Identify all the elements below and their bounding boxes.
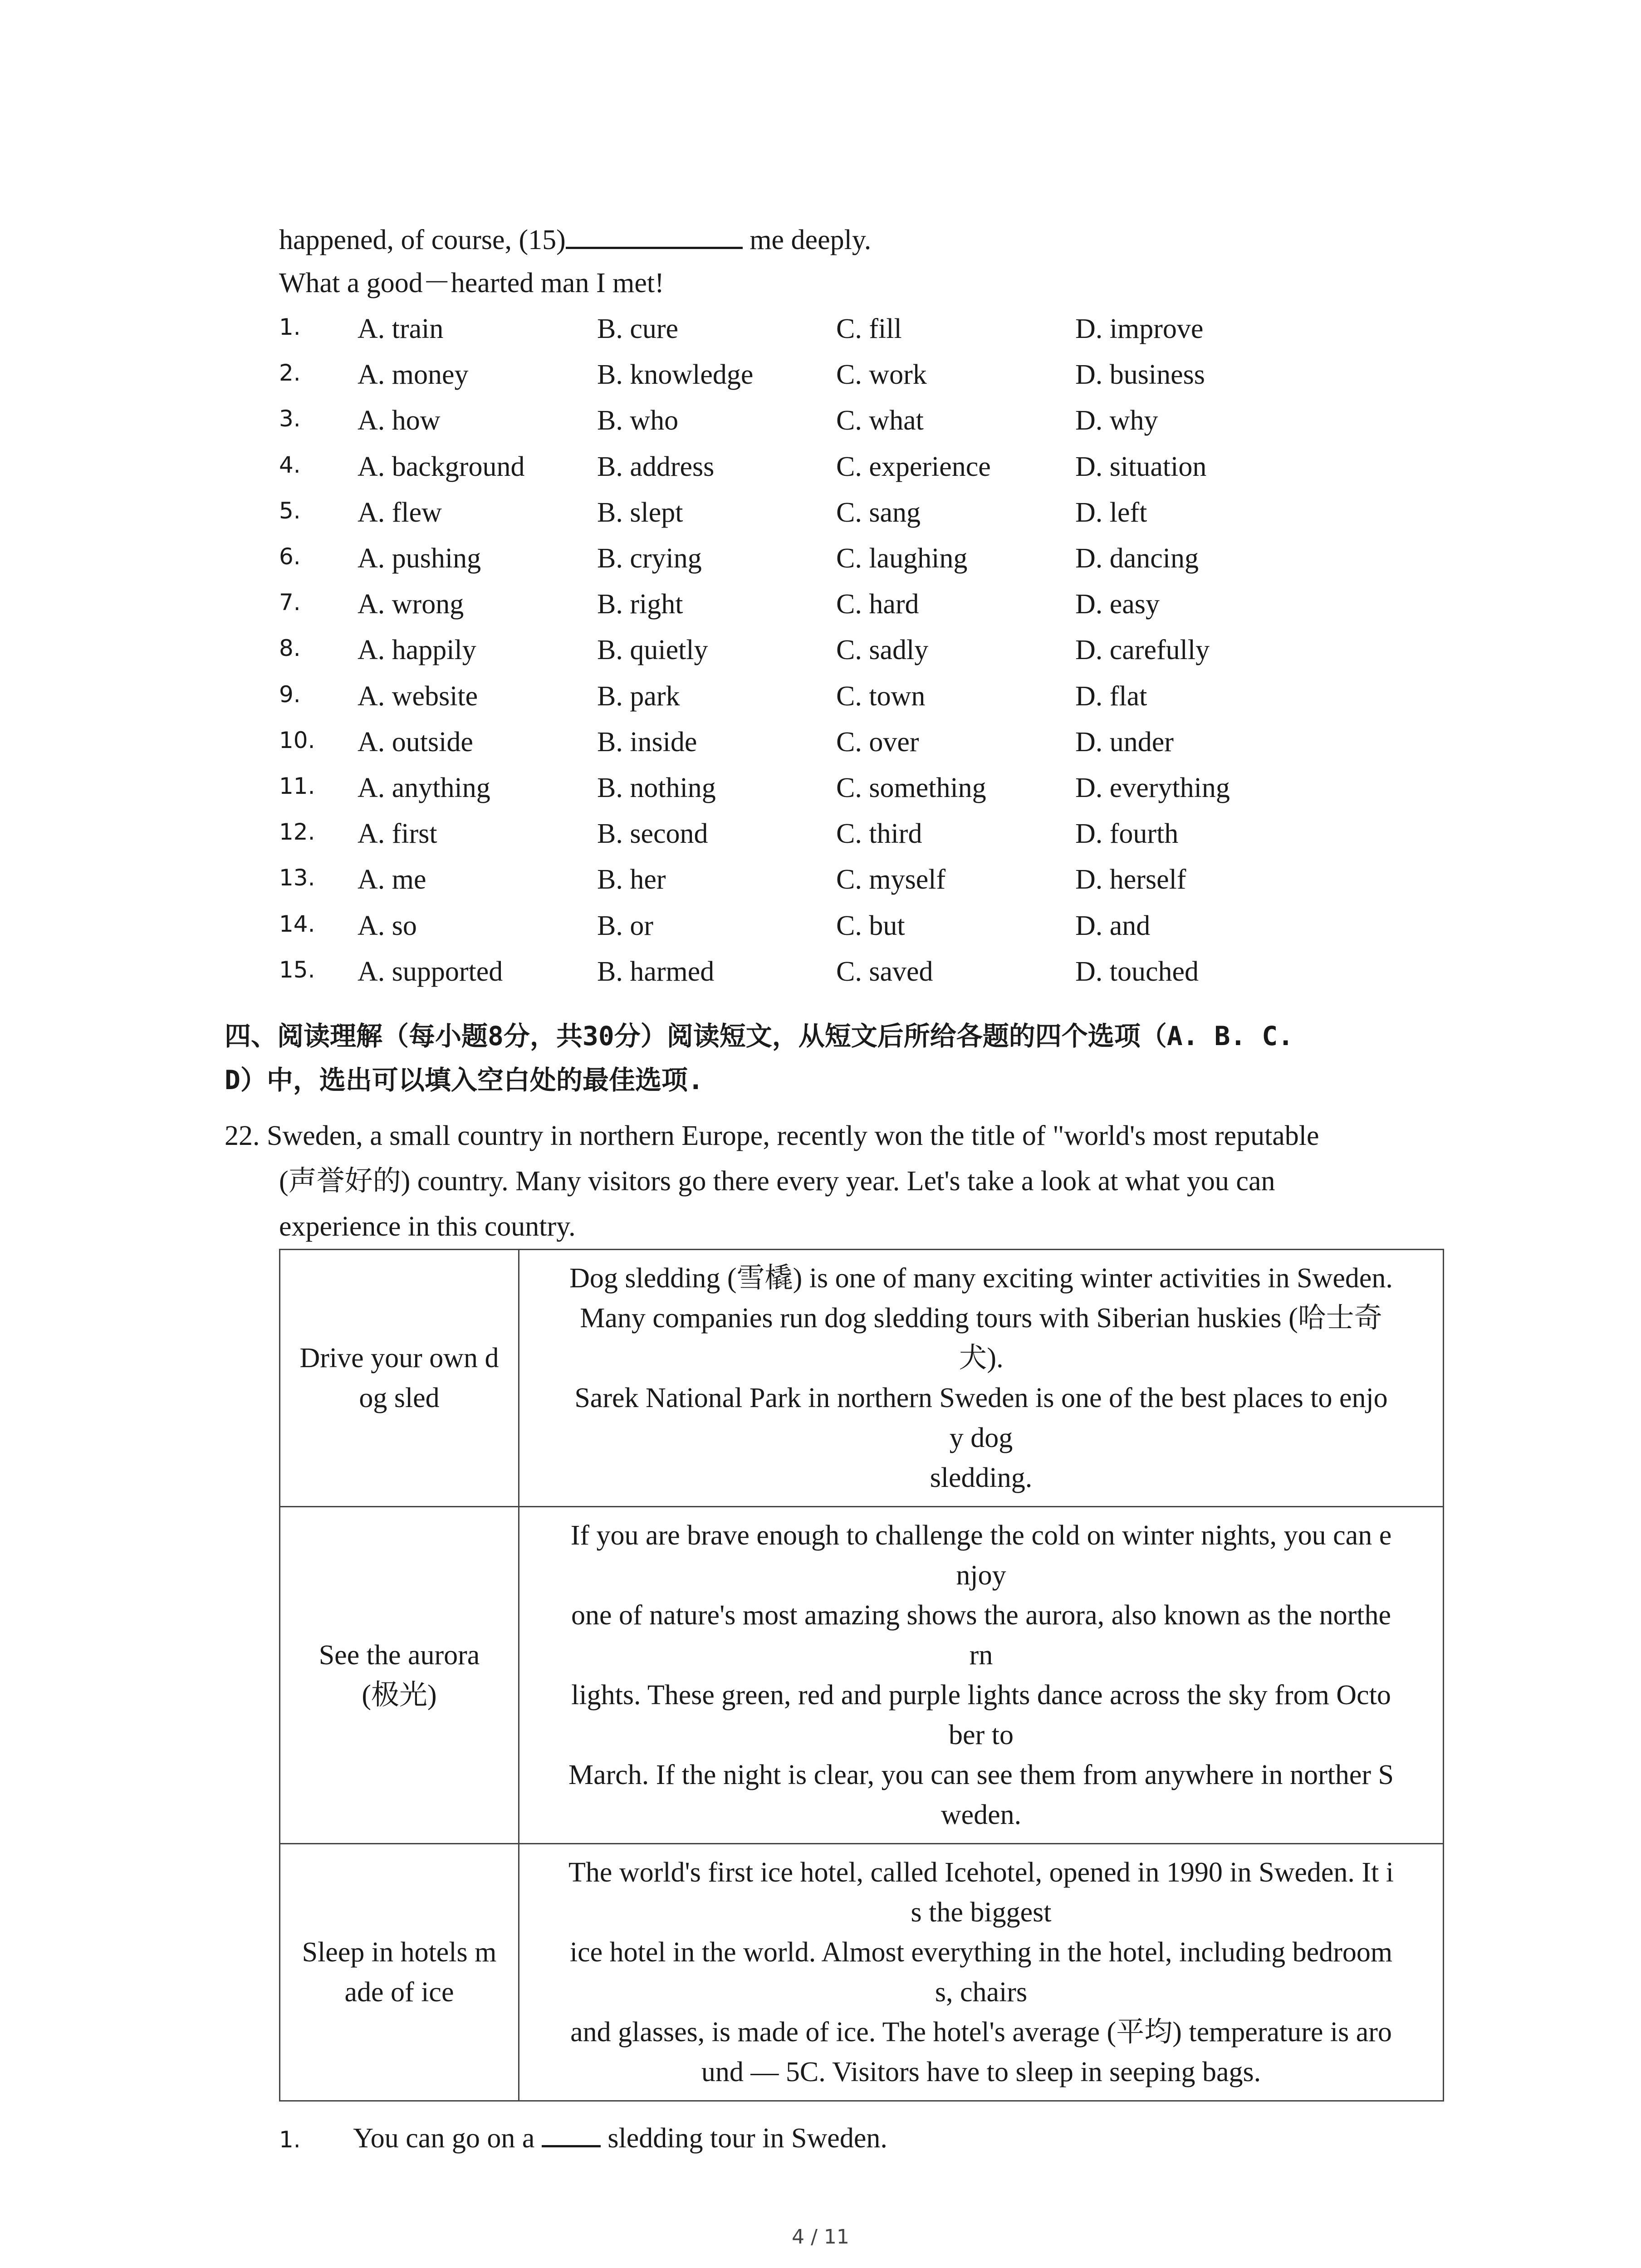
activity-description-line: Many companies run dog sledding tours with Siberian huskies (哈士奇 <box>580 1303 1382 1334</box>
option-number: 11. <box>279 773 315 799</box>
activity-description-cell <box>519 1250 1444 1507</box>
activity-label-line: See the aurora <box>318 1640 480 1671</box>
option-d: D. situation <box>1075 451 1207 482</box>
option-b: B. her <box>597 864 666 895</box>
option-number: 4. <box>279 451 301 478</box>
option-b: B. quietly <box>597 635 708 666</box>
intro-text-before: happened, of course, (15) <box>279 225 566 255</box>
activity-description-line: 犬). <box>959 1343 1004 1374</box>
option-b: B. who <box>597 405 679 436</box>
activity-description-line: Sarek National Park in northern Sweden is one of the best places to enjo <box>574 1383 1388 1413</box>
section-heading-line-1: 四、阅读理解（每小题8分，共30分）阅读短文，从短文后所给各题的四个选项（A. B. C. <box>225 1021 1294 1051</box>
activity-label-line: og sled <box>359 1383 440 1413</box>
activity-description-line: s the biggest <box>911 1897 1052 1928</box>
option-d: D. dancing <box>1075 543 1199 574</box>
option-d: D. left <box>1075 497 1147 528</box>
option-number: 9. <box>279 681 301 708</box>
activity-description-line: March. If the night is clear, you can see them from anywhere in norther S <box>568 1760 1394 1790</box>
option-number: 10. <box>279 727 315 753</box>
question-number: 1. <box>279 2126 301 2153</box>
option-c: C. over <box>836 726 919 758</box>
activity-description-line: lights. These green, red and purple lights dance across the sky from Octo <box>571 1680 1391 1711</box>
option-number: 2. <box>279 360 301 386</box>
activity-description-line: Dog sledding (雪橇) is one of many exciting winter activities in Sweden. <box>569 1263 1393 1294</box>
intro-line-2: What a good－hearted man I met! <box>279 268 664 298</box>
option-c: C. but <box>836 910 905 941</box>
activity-description-line: If you are brave enough to challenge the cold on winter nights, you can e <box>570 1520 1392 1551</box>
option-a: A. background <box>358 451 525 482</box>
page-number: 4 / 11 <box>792 2225 849 2248</box>
option-d: D. everything <box>1075 772 1230 803</box>
intro-line-1 <box>279 223 871 254</box>
option-a: A. first <box>358 818 437 850</box>
option-a: A. flew <box>358 497 442 528</box>
option-number: 1. <box>279 314 301 340</box>
option-a: A. money <box>358 359 469 391</box>
table-row <box>280 1250 1444 1507</box>
activity-description-line: sledding. <box>930 1462 1033 1493</box>
answer-blank-15 <box>566 223 743 249</box>
activity-label-cell <box>280 1844 519 2101</box>
option-c: C. myself <box>836 864 946 895</box>
activity-description-line: The world's first ice hotel, called Icehotel, opened in 1990 in Sweden. It i <box>568 1857 1394 1888</box>
activity-description-line: y dog <box>949 1422 1013 1453</box>
option-c: C. fill <box>836 313 902 344</box>
option-c: C. what <box>836 405 924 436</box>
question-blank <box>542 2121 601 2147</box>
option-c: C. something <box>836 772 986 803</box>
question-text-after: sledding tour in Sweden. <box>600 2123 887 2154</box>
option-c: C. third <box>836 818 922 850</box>
activity-description-cell <box>519 1844 1444 2101</box>
option-a: A. wrong <box>358 589 464 620</box>
option-d: D. easy <box>1075 589 1160 620</box>
option-d: D. herself <box>1075 864 1186 895</box>
activity-description-line: ber to <box>949 1720 1014 1750</box>
option-c: C. experience <box>836 451 991 482</box>
option-number: 5. <box>279 497 301 524</box>
option-d: D. carefully <box>1075 635 1210 666</box>
option-a: A. train <box>358 313 444 344</box>
option-a: A. pushing <box>358 543 481 574</box>
activity-label-line: ade of ice <box>344 1977 454 2008</box>
activity-label-cell <box>280 1250 519 1507</box>
activity-label-line: (极光) <box>362 1680 437 1711</box>
option-a: A. anything <box>358 772 490 803</box>
option-a: A. outside <box>358 726 473 758</box>
option-b: B. park <box>597 680 680 712</box>
option-number: 7. <box>279 589 301 616</box>
option-c: C. sadly <box>836 635 929 666</box>
option-number: 12. <box>279 819 315 846</box>
option-b: B. crying <box>597 543 702 574</box>
option-a: A. website <box>358 680 478 712</box>
option-a: A. supported <box>358 956 503 987</box>
option-c: C. laughing <box>836 543 968 574</box>
option-d: D. and <box>1075 910 1151 941</box>
activity-description-line: weden. <box>941 1799 1022 1830</box>
option-b: B. slept <box>597 497 683 528</box>
option-b: B. address <box>597 451 715 482</box>
option-b: B. or <box>597 910 653 941</box>
option-number: 6. <box>279 543 301 570</box>
question-1 <box>279 2121 887 2152</box>
section-heading-line-2: D）中，选出可以填入空白处的最佳选项. <box>225 1065 704 1095</box>
activity-description-line: ice hotel in the world. Almost everything in the hotel, including bedroom <box>569 1937 1393 1968</box>
option-number: 15. <box>279 956 315 983</box>
passage-line-1: 22. Sweden, a small country in northern Europe, recently won the title of "world's most reputable <box>225 1120 1319 1151</box>
option-number: 8. <box>279 635 301 662</box>
option-a: A. how <box>358 405 441 436</box>
option-d: D. fourth <box>1075 818 1179 850</box>
option-c: C. saved <box>836 956 933 987</box>
option-b: B. inside <box>597 726 697 758</box>
option-b: B. cure <box>597 313 679 344</box>
option-b: B. knowledge <box>597 359 754 391</box>
option-c: C. hard <box>836 589 919 620</box>
option-number: 13. <box>279 865 315 891</box>
option-c: C. work <box>836 359 927 391</box>
option-b: B. harmed <box>597 956 715 987</box>
activity-description-cell <box>519 1507 1444 1844</box>
option-number: 3. <box>279 406 301 432</box>
option-d: D. improve <box>1075 313 1204 344</box>
option-number: 14. <box>279 910 315 937</box>
intro-text-after: me deeply. <box>742 225 872 255</box>
activities-table <box>279 1249 1444 2102</box>
activity-description-line: one of nature's most amazing shows the aurora, also known as the northe <box>571 1600 1391 1631</box>
option-d: D. under <box>1075 726 1174 758</box>
passage-line-3: experience in this country. <box>279 1211 576 1242</box>
activity-description-line: und — 5C. Visitors have to sleep in seeping bags. <box>701 2057 1261 2087</box>
option-b: B. right <box>597 589 683 620</box>
option-d: D. business <box>1075 359 1205 391</box>
option-a: A. happily <box>358 635 476 666</box>
option-c: C. sang <box>836 497 921 528</box>
option-d: D. why <box>1075 405 1158 436</box>
option-a: A. me <box>358 864 426 895</box>
activity-label-line: Sleep in hotels m <box>302 1937 497 1968</box>
option-d: D. flat <box>1075 680 1147 712</box>
option-a: A. so <box>358 910 417 941</box>
activity-description-line: s, chairs <box>935 1977 1028 2008</box>
activity-description-line: and glasses, is made of ice. The hotel's average (平均) temperature is aro <box>570 2017 1392 2048</box>
question-text-before: You can go on a <box>353 2123 542 2154</box>
activity-label-cell <box>280 1507 519 1844</box>
table-row <box>280 1844 1444 2101</box>
option-d: D. touched <box>1075 956 1199 987</box>
table-row <box>280 1507 1444 1844</box>
activity-description-line: njoy <box>956 1560 1006 1591</box>
passage-line-2: (声誉好的) country. Many visitors go there every year. Let's take a look at what you can <box>279 1166 1275 1197</box>
option-b: B. nothing <box>597 772 716 803</box>
option-c: C. town <box>836 680 926 712</box>
activity-label-line: Drive your own d <box>299 1343 499 1374</box>
activity-description-line: rn <box>969 1640 993 1671</box>
option-b: B. second <box>597 818 708 850</box>
